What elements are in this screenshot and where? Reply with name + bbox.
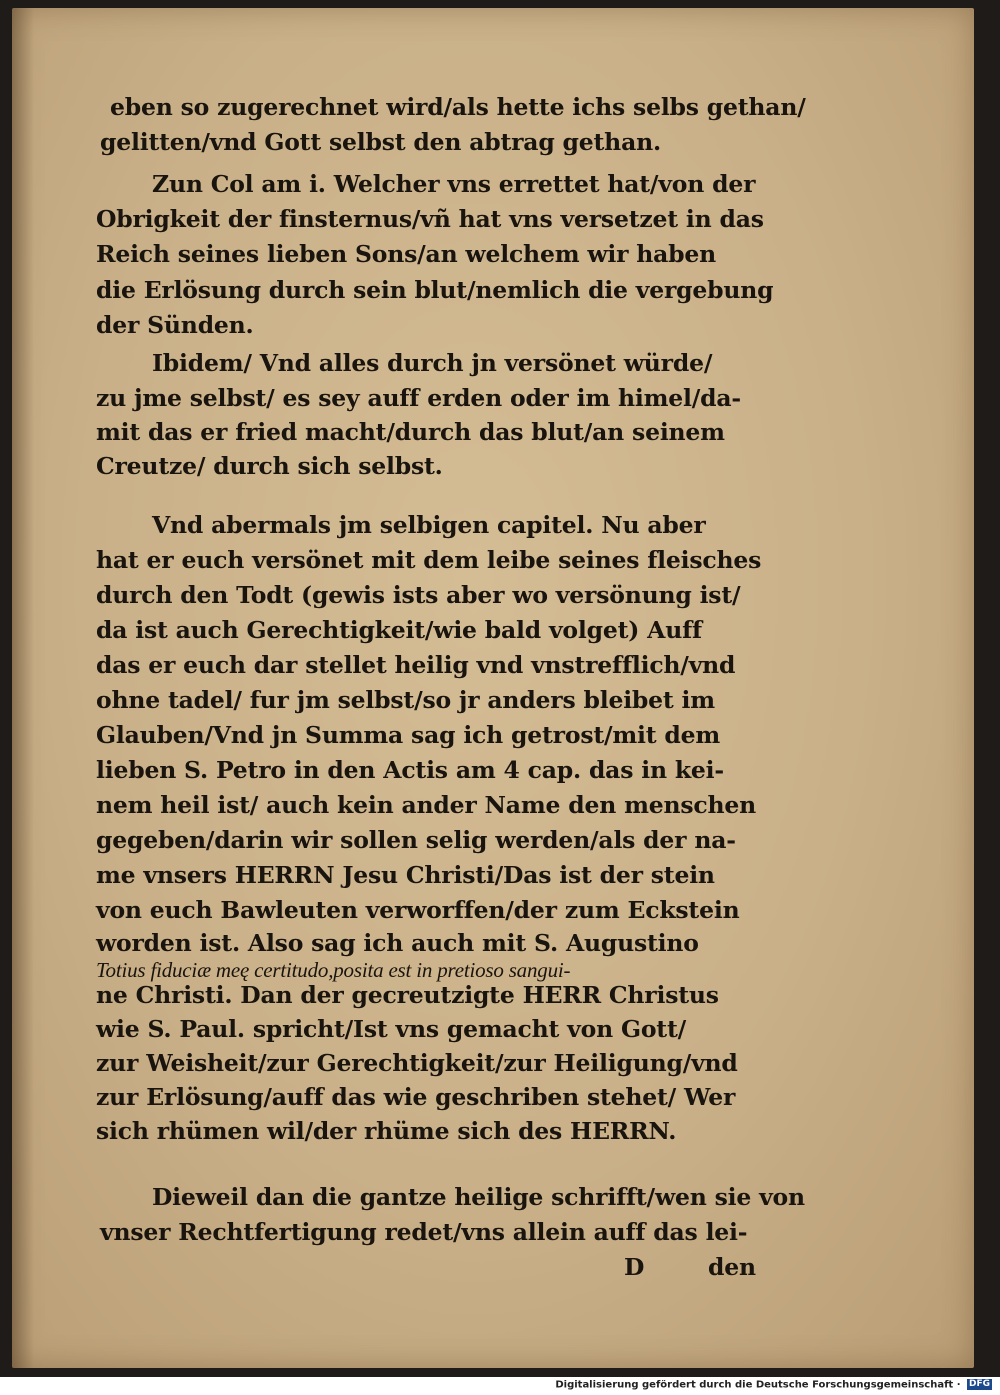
text-line: Ibidem/ Vnd alles durch jn versönet würde/ bbox=[152, 349, 713, 377]
text-line: zur Erlösung/auff das wie geschriben stehet/ Wer bbox=[96, 1083, 736, 1111]
text-line: worden ist. Also sag ich auch mit S. Augustino bbox=[96, 929, 699, 957]
text-line: der Sünden. bbox=[96, 311, 254, 339]
text-line: me vnsers HERRN Jesu Christi/Das ist der stein bbox=[96, 861, 715, 889]
text-line: vnser Rechtfertigung redet/vns allein auff das lei- bbox=[100, 1218, 748, 1246]
text-line: wie S. Paul. spricht/Ist vns gemacht von Gott/ bbox=[96, 1015, 686, 1043]
text-line: ne Christi. Dan der gecreutzigte HERR Christus bbox=[96, 981, 719, 1009]
signature-mark: D bbox=[624, 1253, 645, 1281]
text-line: sich rhümen wil/der rhüme sich des HERRN. bbox=[96, 1117, 677, 1145]
text-line: Vnd abermals jm selbigen capitel. Nu aber bbox=[152, 511, 706, 539]
funding-credit bbox=[555, 1379, 992, 1391]
credit-text: Digitalisierung gefördert durch die Deutsche Forschungsgemeinschaft · bbox=[555, 1379, 961, 1391]
text-line: Obrigkeit der finsternus/vñ hat vns versetzet in das bbox=[96, 205, 764, 233]
text-line: gegeben/darin wir sollen selig werden/als der na- bbox=[96, 826, 736, 854]
text-line: hat er euch versönet mit dem leibe seines fleisches bbox=[96, 546, 762, 574]
text-line: Dieweil dan die gantze heilige schrifft/wen sie von bbox=[152, 1183, 805, 1211]
gutter-shadow bbox=[12, 8, 34, 1368]
text-line: die Erlösung durch sein blut/nemlich die vergebung bbox=[96, 276, 774, 304]
text-line: Reich seines lieben Sons/an welchem wir haben bbox=[96, 240, 717, 268]
text-line: durch den Todt (gewis ists aber wo versönung ist/ bbox=[96, 581, 741, 609]
text-line: gelitten/vnd Gott selbst den abtrag gethan. bbox=[100, 128, 661, 156]
text-line: von euch Bawleuten verworffen/der zum Eckstein bbox=[96, 896, 740, 924]
text-line: das er euch dar stellet heilig vnd vnstrefflich/vnd bbox=[96, 651, 736, 679]
text-line: Zun Col am i. Welcher vns errettet hat/von der bbox=[152, 170, 756, 198]
text-line: nem heil ist/ auch kein ander Name den menschen bbox=[96, 791, 757, 819]
text-line: eben so zugerechnet wird/als hette ichs selbs gethan/ bbox=[110, 93, 806, 121]
dfg-logo: DFG bbox=[968, 1379, 990, 1389]
text-line: lieben S. Petro in den Actis am 4 cap. das in kei- bbox=[96, 756, 724, 784]
text-line: zu jme selbst/ es sey auff erden oder im himel/da- bbox=[96, 384, 741, 412]
catchword: den bbox=[708, 1253, 756, 1281]
text-line: Creutze/ durch sich selbst. bbox=[96, 452, 443, 480]
text-line: zur Weisheit/zur Gerechtigkeit/zur Heiligung/vnd bbox=[96, 1049, 738, 1077]
text-line: mit das er fried macht/durch das blut/an seinem bbox=[96, 418, 725, 446]
latin-quotation-line: Totius fiduciæ meę certitudo,posita est in pretioso sangui- bbox=[96, 958, 571, 982]
text-line: ohne tadel/ fur jm selbst/so jr anders bleibet im bbox=[96, 686, 715, 714]
text-line: da ist auch Gerechtigkeit/wie bald volget) Auff bbox=[96, 616, 702, 644]
text-line: Glauben/Vnd jn Summa sag ich getrost/mit dem bbox=[96, 721, 721, 749]
